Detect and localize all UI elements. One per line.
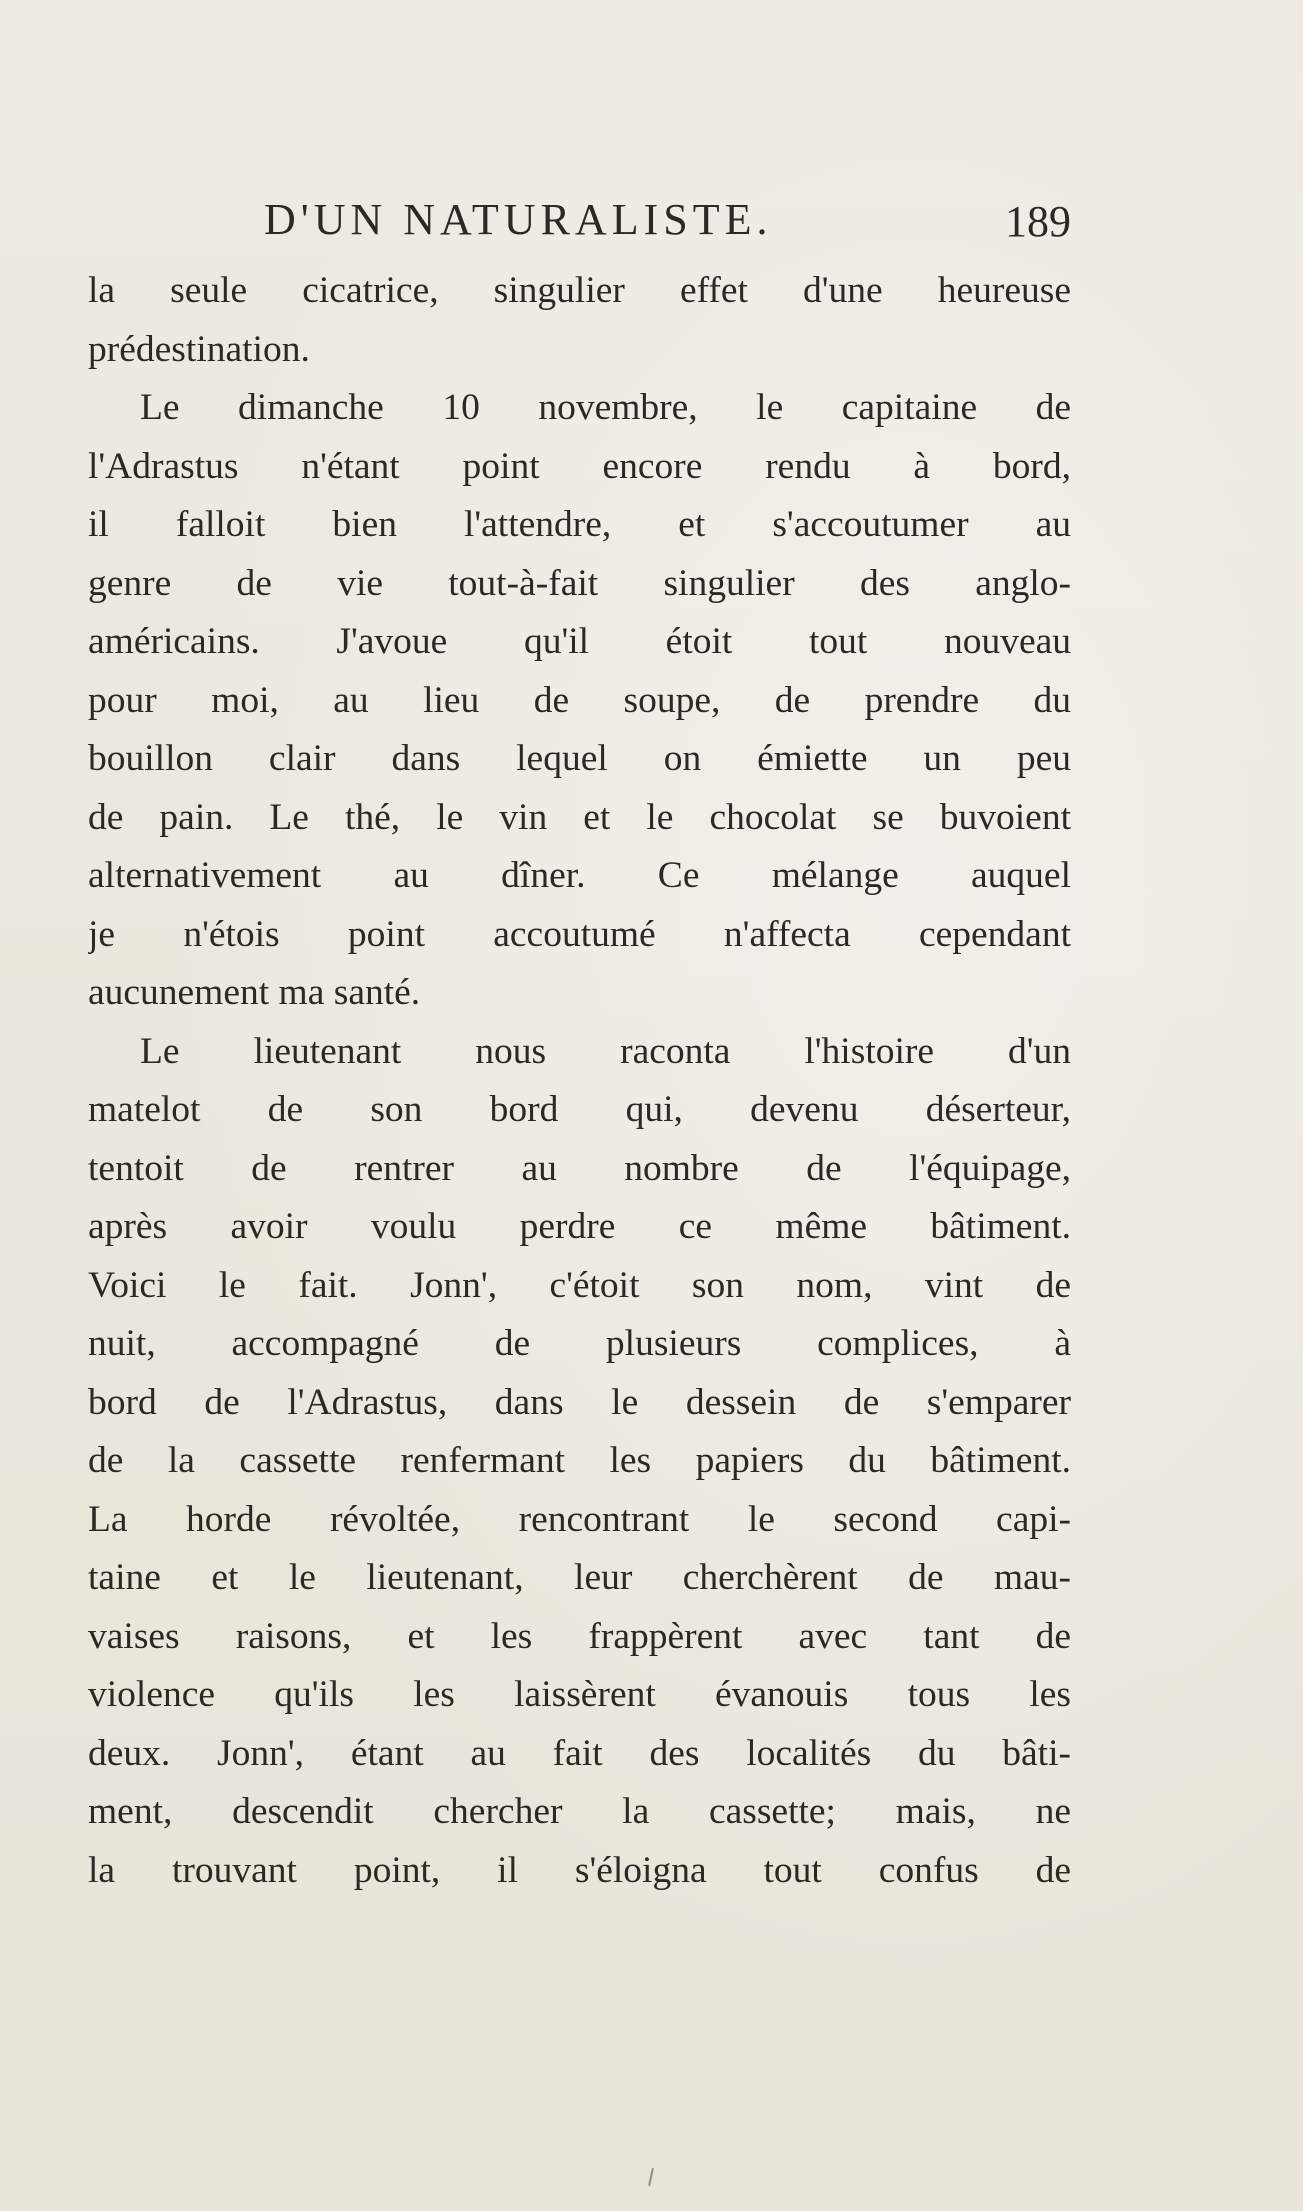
text-line: nuit, accompagné de plusieurs complices, à xyxy=(88,1323,1071,1364)
text-line: La horde révoltée, rencontrant le second capi- xyxy=(88,1498,1071,1540)
text-line: deux. Jonn', étant au fait des localités du bâti- xyxy=(88,1732,1071,1774)
page-number: 189 xyxy=(1005,197,1071,246)
text-line: matelot de son bord qui, devenu déserteur, xyxy=(88,1089,1071,1130)
text-line: tentoit de rentrer au nombre de l'équipage, xyxy=(88,1147,1071,1189)
text-line: alternativement au dîner. Ce mélange auquel xyxy=(88,855,1071,896)
paragraph-first-line: Le dimanche 10 novembre, le capitaine de xyxy=(140,387,1071,428)
running-title: D'UN NATURALISTE. xyxy=(264,195,773,244)
stray-ink-mark xyxy=(648,2168,654,2186)
text-line: genre de vie tout-à-fait singulier des anglo- xyxy=(88,562,1071,604)
text-line: pour moi, au lieu de soupe, de prendre du xyxy=(88,679,1071,721)
text-line: après avoir voulu perdre ce même bâtiment. xyxy=(88,1206,1071,1247)
paragraph-first-line: Le lieutenant nous raconta l'histoire d'un xyxy=(140,1030,1071,1072)
running-head xyxy=(88,190,1071,250)
text-line: il falloit bien l'attendre, et s'accoutumer au xyxy=(88,504,1071,545)
body-text xyxy=(88,262,1071,1900)
text-line: la seule cicatrice, singulier effet d'une heureuse xyxy=(88,270,1071,311)
text-line: violence qu'ils les laissèrent évanouis tous les xyxy=(88,1674,1071,1715)
text-line: aucunement ma santé. xyxy=(88,972,421,1013)
text-line: bouillon clair dans lequel on émiette un peu xyxy=(88,738,1071,779)
text-line: bord de l'Adrastus, dans le dessein de s'emparer xyxy=(88,1381,1071,1423)
text-line: de pain. Le thé, le vin et le chocolat se buvoient xyxy=(88,796,1071,838)
text-line: la trouvant point, il s'éloigna tout confus de xyxy=(88,1849,1071,1891)
text-line: vaises raisons, et les frappèrent avec tant de xyxy=(88,1615,1071,1657)
text-line: taine et le lieutenant, leur cherchèrent de mau- xyxy=(88,1557,1071,1598)
text-line: américains. J'avoue qu'il étoit tout nouveau xyxy=(88,621,1071,662)
text-line: ment, descendit chercher la cassette; mais, ne xyxy=(88,1791,1071,1832)
text-line: Voici le fait. Jonn', c'étoit son nom, vint de xyxy=(88,1264,1071,1306)
text-line: de la cassette renfermant les papiers du bâtiment. xyxy=(88,1440,1071,1481)
text-line: je n'étois point accoutumé n'affecta cependant xyxy=(88,913,1071,955)
text-line: prédestination. xyxy=(88,328,310,370)
text-line: l'Adrastus n'étant point encore rendu à bord, xyxy=(88,445,1071,487)
